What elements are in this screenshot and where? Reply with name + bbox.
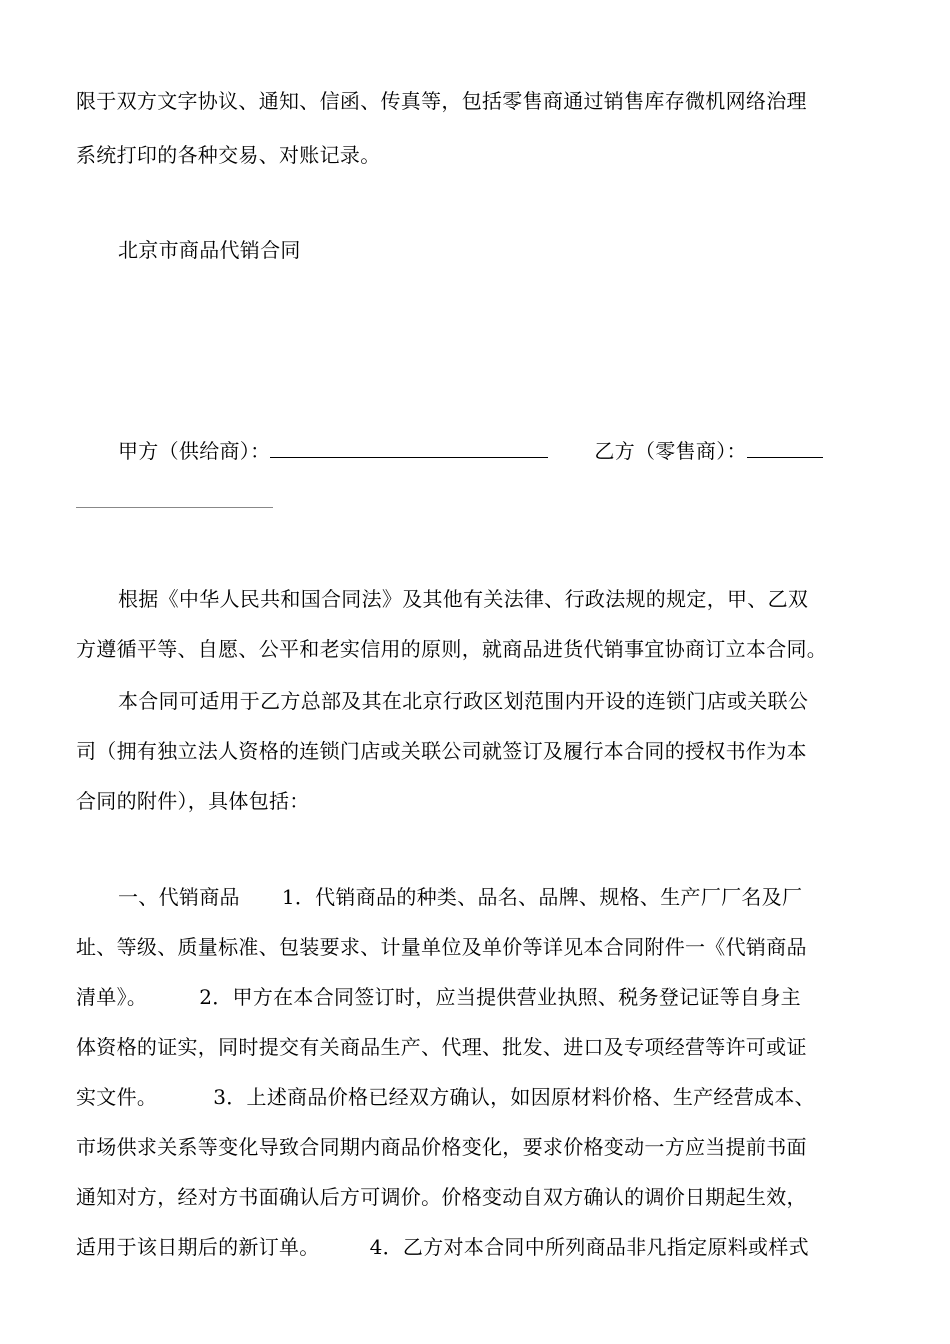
party-a-label: 甲方（供给商）： xyxy=(118,439,271,463)
scope-line-3: 合同的附件），具体包括： xyxy=(76,789,310,813)
party-b-label: 乙方（零售商）： xyxy=(594,439,747,463)
intro-line-1: 限于双方文字协议、通知、信函、传真等，包括零售商通过销售库存微机网络治理 xyxy=(76,89,807,113)
section1-heading: 一、代销商品 xyxy=(118,885,240,909)
parties-line xyxy=(118,436,888,466)
party-b-blank-continued-line xyxy=(76,486,886,516)
section1-item1-start: 1．代销商品的种类、品名、品牌、规格、生产厂厂名及厂 xyxy=(281,885,803,909)
section1-line-8-a: 适用于该日期后的新订单。 xyxy=(76,1235,320,1259)
section1-line-8 xyxy=(76,1232,886,1262)
section1-line-5-a: 实文件。 xyxy=(76,1085,158,1109)
section1-line-1 xyxy=(118,882,888,912)
section1-line-4: 体资格的证实，同时提交有关商品生产、代理、批发、进口及专项经营等许可或证 xyxy=(76,1035,807,1059)
section1-item2-start: 2．甲方在本合同签订时，应当提供营业执照、税务登记证等自身主 xyxy=(199,985,801,1009)
party-b-blank-continued[interactable] xyxy=(76,487,273,508)
section1-item4-start: 4．乙方对本合同中所列商品非凡指定原料或样式 xyxy=(369,1235,809,1259)
section1-line-3 xyxy=(76,982,886,1012)
section1-line-2: 址、等级、质量标准、包装要求、计量单位及单价等详见本合同附件一《代销商品 xyxy=(76,935,807,959)
basis-line-1: 根据《中华人民共和国合同法》及其他有关法律、行政法规的规定，甲、乙双 xyxy=(118,587,809,611)
basis-line-2: 方遵循平等、自愿、公平和老实信用的原则，就商品进货代销事宜协商订立本合同。 xyxy=(76,637,828,661)
scope-line-1: 本合同可适用于乙方总部及其在北京行政区划范围内开设的连锁门店或关联公 xyxy=(118,689,809,713)
scope-line-2: 司（拥有独立法人资格的连锁门店或关联公司就签订及履行本合同的授权书作为本 xyxy=(76,739,807,763)
section1-line-6: 市场供求关系等变化导致合同期内商品价格变化，要求价格变动一方应当提前书面 xyxy=(76,1135,807,1159)
contract-title: 北京市商品代销合同 xyxy=(118,238,301,262)
section1-line-5 xyxy=(76,1082,886,1112)
section1-line-7: 通知对方，经对方书面确认后方可调价。价格变动自双方确认的调价日期起生效， xyxy=(76,1185,807,1209)
section1-line-3-a: 清单》。 xyxy=(76,985,148,1009)
section1-item3-start: 3．上述商品价格已经双方确认，如因原材料价格、生产经营成本、 xyxy=(213,1085,815,1109)
intro-line-2: 系统打印的各种交易、对账记录。 xyxy=(76,143,381,167)
party-b-blank[interactable] xyxy=(747,437,823,458)
party-a-blank[interactable] xyxy=(270,437,548,458)
